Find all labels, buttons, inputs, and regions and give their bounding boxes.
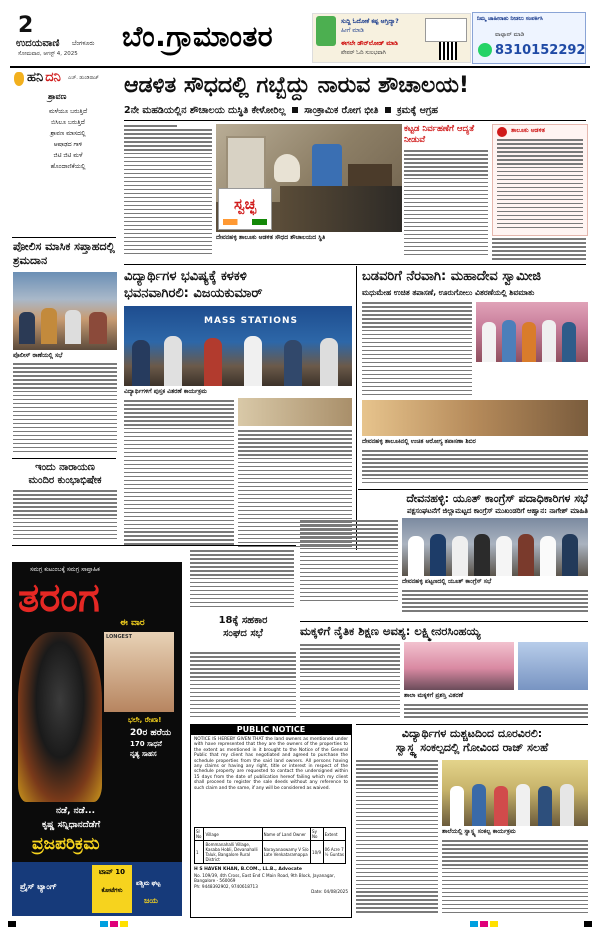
honey-logo-icon xyxy=(14,72,24,86)
page-number: 2 xyxy=(18,13,34,38)
feature1-title: ಭಲೇ, ರೇಖಾ! xyxy=(128,716,162,724)
feature2-title: ವ್ರಜಪರಿಕ್ರಮ xyxy=(32,834,100,854)
health-camp-caption: ದೇವನಹಳ್ಳಿ ತಾಲೂಕಿನಲ್ಲಿ ಉಚಿತ ಆರೋಗ್ಯ ತಪಾಸಣಾ ಶಿಬಿರ xyxy=(362,438,476,445)
honey-author: ಎಚ್. ಡುಂಡಿರಾಜ್ xyxy=(68,75,99,81)
headline-text: ಪೋಲಿಸ ಮಾಸಿಕ ಸಪ್ತಾಹದಲ್ಲಿ ಶ್ರಮದಾನ xyxy=(13,240,115,267)
poor-help-headline: ಬಡವರಿಗೆ ನೆರವಾಗಿ: ಮಹಾದೇವ ಸ್ವಾಮೀಜಿ xyxy=(362,269,541,284)
registration-mark xyxy=(490,921,498,927)
registration-mark xyxy=(480,921,488,927)
ad-phone: 8310152292 xyxy=(495,43,586,58)
badge-text: ಟಾಪ್ 10 xyxy=(99,868,125,876)
registration-mark xyxy=(470,921,478,927)
health-camp-photo xyxy=(476,302,588,362)
poem-line: ಆಷಾಢದ ಗಾಳಿ xyxy=(53,141,83,148)
registration-mark xyxy=(100,921,108,927)
dancer-image xyxy=(104,632,174,712)
deity-image xyxy=(18,632,102,802)
edition-label: ಬೆಂಗಳೂರು xyxy=(72,40,95,47)
square-bullet-icon xyxy=(292,107,298,113)
ad-text: ಈಗಲೇ ಡೌನ್‌ಲೋಡ್ ಮಾಡಿ xyxy=(341,40,398,47)
feature2-line: ನಡೆ, ನಡೆ... xyxy=(56,806,96,816)
ad-text: ನಿಮ್ಮ ಜಾಹೀರಾತು ನೀಡಲು ಸಂಪರ್ಕಿಸಿ xyxy=(477,16,543,22)
table-header: Village xyxy=(204,828,262,841)
youth-headline: ದೇವನಹಳ್ಳಿ: ಯೂತ್ ಕಾಂಗ್ರೆಸ್ ಪದಾಧಿಕಾರಿಗಳ ಸಭೆ xyxy=(406,492,588,505)
students-caption: ವಿದ್ಯಾರ್ಥಿಗಳಿಗೆ ಪುಸ್ತಕ ವಿತರಣೆ ಕಾರ್ಯಕ್ರಮ xyxy=(124,388,207,395)
police-headline xyxy=(13,240,117,268)
longest-label: LONGEST xyxy=(106,634,132,640)
values-caption: ಶಾಲಾ ಮಕ್ಕಳಿಗೆ ಪ್ರಶಸ್ತಿ ವಿತರಣೆ xyxy=(404,692,464,699)
feature1-line: 170 ಸಾಧನೆ xyxy=(130,740,162,748)
coop-body xyxy=(190,652,296,722)
paper-name: ಉದಯವಾಣಿ xyxy=(16,38,60,49)
table-cell: 06 Acre 7 ½ Guntas xyxy=(323,841,345,864)
table-header: Sl No xyxy=(195,828,204,841)
left-lower-body xyxy=(190,550,294,610)
whatsapp-icon xyxy=(478,43,492,57)
poem-title: ಶ್ರಾವಣ xyxy=(48,92,67,101)
subhead-text: 2ನೇ ಮಹಡಿಯಲ್ಲಿನ ಶೌಚಾಲಯ ದುಸ್ಥಿತಿ ಕೇಳೋರಿಲ್ಲ xyxy=(124,105,286,116)
main-story-col1 xyxy=(124,125,212,260)
whatsapp-ad[interactable] xyxy=(472,12,586,64)
feature2-line: ಕೃಷ್ಣ ಸನ್ನಿಧಾನದೆಡೆಗೆ xyxy=(42,820,101,830)
table-cell: Bommanahalli Village, Kasaba Hobli, Devanahalli Taluk, Bangalore Rural District xyxy=(204,841,262,864)
app-store-badge xyxy=(425,18,467,42)
admin-quote-box xyxy=(492,124,588,236)
main-story-col-right xyxy=(492,238,586,262)
poor-help-subhead: ಮಧುಮೇಹ ಉಚಿತ ತಪಾಸಣೆ, ಊರುಗೋಲು ವಿತರಣೆಯಲ್ಲಿ ಶಿವಮಾತು xyxy=(362,288,535,297)
police-photo xyxy=(13,272,117,350)
toilet-photo-2 xyxy=(280,186,402,232)
ad-text: ಸುದ್ದಿ ಓದೋಕೆ ಕಷ್ಟ ಆಗ್ತಿದ್ಯಾ? xyxy=(341,18,399,25)
poem-line: ಜಿಟಿ ಜಿಟಿ ಮಳೆ xyxy=(53,152,83,159)
honey-brand xyxy=(27,70,61,85)
students-headline xyxy=(124,268,354,302)
logo-text: ಸ್ವಚ್ಛ xyxy=(233,195,257,213)
quote-icon xyxy=(497,127,507,137)
poem-line: ಮಳೆಯೂ ಬರುತ್ತಿದೆ xyxy=(48,108,88,115)
poem-line: ಹೊಂದಾಣಿಕೆಯಲ್ಲಿ xyxy=(50,163,86,170)
main-subhead-bar xyxy=(124,104,586,118)
values-body xyxy=(300,644,400,722)
youth-caption: ದೇವನಹಳ್ಳಿ ಪಟ್ಟಣದಲ್ಲಿ ಯೂತ್ ಕಾಂಗ್ರೆಸ್ ಸಭೆ xyxy=(402,578,492,585)
taranga-title: ತರಂಗ xyxy=(18,575,100,621)
headline-text: ವಿದ್ಯಾರ್ಥಿಗಳ ಭವಿಷ್ಯಕ್ಕೆ ಕಳಕಳಿ xyxy=(124,269,247,284)
subhead-text: ಕ್ರಮಕ್ಕೆ ಆಗ್ರಹ xyxy=(397,105,438,116)
table-cell: 1 xyxy=(195,841,204,864)
table-header: Extent xyxy=(323,828,345,841)
masthead xyxy=(0,0,600,66)
headline-text: ಸ್ವಾಸ್ಥ್ಯ ಸಂಕಲ್ಪದಲ್ಲಿ ಗೋವಿಂದ ರಾಜ್ ಸಲಹೆ xyxy=(395,741,549,754)
youth-photo xyxy=(402,518,588,576)
values-photo-2 xyxy=(518,642,588,690)
stage-sign: MASS STATIONS xyxy=(204,316,298,326)
headline-text: ಭವನವಾಗಿರಲಿ: ವಿಜಯಕುಮಾರ್ xyxy=(124,286,263,301)
health-camp-photo-2 xyxy=(362,400,588,436)
coop-line: 18ಕ್ಕೆ ಸಹಕಾರ xyxy=(218,615,268,626)
notice-body: NOTICE IS HEREBY GIVEN THAT the land owners as mentioned under with have represented that they are the owners of the properties to the extent as mentioned in it brought to the Notice of the General Public that my client has negotiated and agreed to purchase the schedule properties from the said land owners. All persons having any claims or having any right, title or interest in respect of the schedule property are requested to contact the undersigned within 15 days from the date of publication hereof failing which my client shall proceed to register the sale deeds without any reference to such claim and the same, if any will be considered as waived. xyxy=(194,737,348,791)
poem-line: ಬಿಸಿಲೂ ಬರುತ್ತಿದೆ xyxy=(51,119,85,126)
coop-line: ಸಂಘದ ಸಭೆ xyxy=(223,628,263,639)
values-body-2 xyxy=(404,704,588,722)
poor-help-body xyxy=(362,302,472,398)
headline-text: ಮಂದಿರ ಕುಂಭಾಭಿಷೇಕ xyxy=(28,475,102,486)
bottom-item: ಪಶ್ಚಿಮ ಘಟ್ಟ xyxy=(136,880,161,887)
health-body-2 xyxy=(442,840,588,916)
values-headline: ಮಕ್ಕಳಿಗೆ ನೈತಿಕ ಶಿಕ್ಷಣ ಅವಶ್ಯ: ಲಕ್ಷ್ಮೀನರಸಿಂಹಯ್ಯ xyxy=(300,624,481,638)
table-header: Name of Land Owner xyxy=(262,828,310,841)
main-headline: ಆಡಳಿತ ಸೌಧದಲ್ಲಿ ಗಬ್ಬೆದ್ದು ನಾರುವ ಶೌಚಾಲಯ! xyxy=(124,73,469,98)
taranga-ad[interactable] xyxy=(12,562,182,916)
table-cell: Narayanaswamy V S/o Late Venkataramappa xyxy=(262,841,310,864)
youth-body-2 xyxy=(402,590,588,618)
brand-word: ಹನಿ xyxy=(27,70,44,85)
top10-badge xyxy=(92,865,132,913)
date-line: ಸೋಮವಾರ, ಆಗಸ್ಟ್ 4, 2025 xyxy=(18,51,78,57)
values-photo xyxy=(404,642,514,690)
poem-line: ಶ್ರಾವಣ ಮಾಸದಲ್ಲಿ xyxy=(50,130,86,137)
quote-title: ತಾಲೂಕು ಆಡಳಿತ xyxy=(511,127,545,134)
headline-text: ವಿದ್ಯಾರ್ಥಿಗಳ ದುಶ್ಚಟದಿಂದ ದೂರವಿರಲಿ: xyxy=(401,727,543,740)
bottom-item: ಪ್ರೈಸ್ ಟ್ಯಾಂಗ್ xyxy=(20,882,57,891)
honey-column xyxy=(12,70,116,235)
health-body xyxy=(356,760,438,916)
registration-mark xyxy=(120,921,128,927)
notice-title: PUBLIC NOTICE xyxy=(191,725,351,735)
section-title: ಬೆಂ.ಗ್ರಾಮಾಂತರ xyxy=(122,20,274,53)
poem-body xyxy=(22,106,114,172)
notice-date: Date: 04/08/2025 xyxy=(311,889,348,895)
toilet-caption: ದೇವನಹಳ್ಳಿ ತಾಲೂಕು ಆಡಳಿತ ಸೌಧದ ಶೌಚಾಲಯದ ಸ್ಥಿತಿ xyxy=(216,234,326,241)
temple-body xyxy=(13,490,117,542)
swachh-logo xyxy=(218,188,272,230)
registration-mark xyxy=(8,921,16,927)
box-body xyxy=(404,150,488,258)
youth-body xyxy=(300,520,398,604)
quote-body xyxy=(497,139,583,231)
ad-text: ಪೇಪರ್ ಓದಿ ಸುಲಭವಾಗಿ xyxy=(341,50,386,56)
notice-table xyxy=(194,827,346,864)
health-caption: ಶಾಲೆಯಲ್ಲಿ ಸ್ವಾಸ್ಥ್ಯ ಸಂಕಲ್ಪ ಕಾರ್ಯಕ್ರಮ xyxy=(442,828,516,835)
ad-text: ಹೀಗೆ ಮಾಡಿ xyxy=(341,27,364,34)
notice-address: No. 109/39, 4th Cross, East End C Main Road, 9th Block, Jayanagar, Bangalore - 560069 xyxy=(194,873,336,884)
square-bullet-icon xyxy=(385,107,391,113)
notice-advocate: H S HAVEN KHAN, B.COM., LL.B., Advocate xyxy=(194,867,302,872)
registration-mark xyxy=(584,921,592,927)
temple-headline xyxy=(13,461,117,487)
bottom-item: ಜಯ xyxy=(144,896,158,905)
registration-mark xyxy=(110,921,118,927)
public-notice xyxy=(190,724,352,918)
badge-text: ಕೋಟೆಗಳು xyxy=(101,887,123,894)
table-header: Sy No xyxy=(311,828,324,841)
brand-word2: ದನಿ xyxy=(45,70,61,85)
students-photo-2 xyxy=(238,398,352,426)
poor-help-body-2 xyxy=(362,450,588,488)
coop-box xyxy=(190,614,296,650)
police-body xyxy=(13,363,117,455)
health-photo xyxy=(442,760,588,826)
youth-subhead: ಪಕ್ಷಸಂಘಟನೆಗೆ ಜಿಲ್ಲಾಮಟ್ಟದ ಕಾಂಗ್ರೆಸ್ ಮುಖಂಡರಿಗೆ ಆಹ್ವಾನ: ನಾಗೇಶ್ ಮಾಹಿತಿ xyxy=(406,507,588,515)
taranga-subtitle: ಈ ವಾರ xyxy=(120,618,145,628)
taranga-tagline: ಸಮಗ್ರ ಕುಟುಂಬಕ್ಕೆ ಸಮಗ್ರ ಸಾಪ್ತಾಹಿಕ xyxy=(30,566,100,573)
phone-icon xyxy=(316,16,336,46)
table-cell: 10/9 xyxy=(311,841,324,864)
police-caption: ಪೊಲೀಸ್ ಠಾಣೆಯಲ್ಲಿ ಸಭೆ xyxy=(13,352,63,359)
students-body-col1 xyxy=(124,400,234,550)
feature1-line: ನೃತ್ಯ ಸಾಹಸ xyxy=(130,750,157,758)
students-photo xyxy=(124,306,352,386)
box-title: ಕಟ್ಟಡ ನಿರ್ವಹಣೆಗೆ ಆದ್ಯತೆ ನೀಡುವೆ xyxy=(404,124,475,145)
building-box xyxy=(404,124,488,260)
subhead-text: ಸಾಂಕ್ರಾಮಿಕ ರೋಗ ಭೀತಿ xyxy=(304,105,379,116)
feature1-line: 20ರ ಹರೆಯ xyxy=(130,728,172,738)
qr-code xyxy=(439,42,457,60)
app-ad[interactable] xyxy=(312,13,471,63)
ad-text: ವಾಟ್ಸಾಪ್ ಮಾಡಿ xyxy=(495,32,525,38)
notice-phone: Ph: 9448392902, 9740618713 xyxy=(194,883,258,889)
headline-text: ಇಂದು ನಾರಾಯಣ xyxy=(35,462,95,473)
health-headline xyxy=(356,727,588,755)
